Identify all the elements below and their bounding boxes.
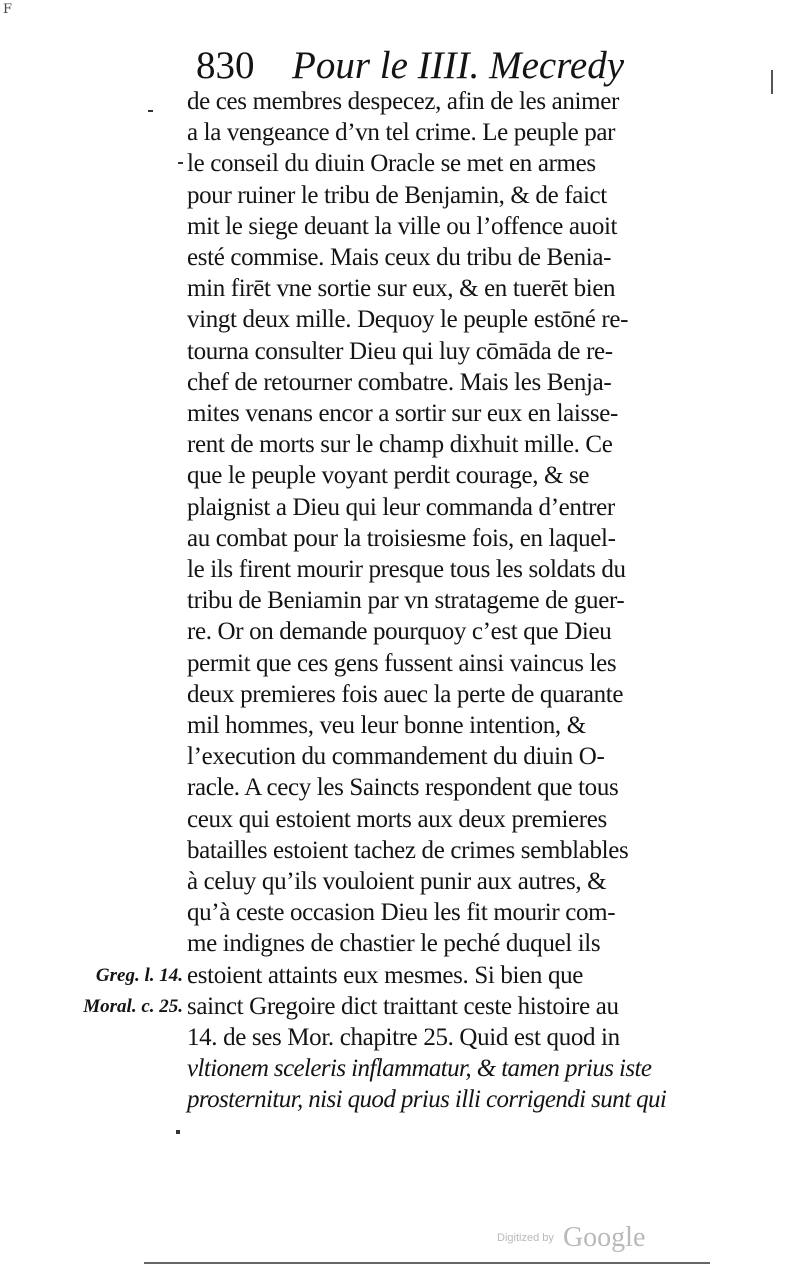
ink-speck xyxy=(148,110,153,112)
text-line: à celuy qu’ils vouloient punir aux autres, & xyxy=(187,868,607,895)
text-line: ceux qui estoient morts aux deux premieres xyxy=(187,805,607,833)
google-logo: Google xyxy=(562,1222,646,1253)
text-line: au combat pour la troisiesme fois, en laquel- xyxy=(187,524,616,552)
text-line: plaignist a Dieu qui leur commanda d’entrer xyxy=(187,493,615,521)
text-line: batailles estoient tachez de crimes semblables xyxy=(187,836,629,864)
page-number: 830 xyxy=(196,44,255,87)
text-line: l’execution du commandement du diuin O- xyxy=(187,743,605,771)
digitized-watermark xyxy=(497,1222,645,1256)
text-line: esté commise. Mais ceux du tribu de Benia- xyxy=(187,244,612,271)
text-line: pour ruiner le tribu de Benjamin, & de faict xyxy=(187,181,607,209)
margin-note: Greg. l. 14. xyxy=(95,964,183,986)
text-line: chef de retourner combatre. Mais les Benja- xyxy=(187,368,612,396)
digitized-by-text: Digitized by xyxy=(497,1232,554,1244)
page-header xyxy=(196,44,696,88)
text-line: tribu de Beniamin par vn stratageme de guer- xyxy=(187,587,625,615)
text-line: de ces membres despecez, afin de les animer xyxy=(187,88,619,115)
ink-speck xyxy=(176,1130,180,1134)
text-line: que le peuple voyant perdit courage, & se xyxy=(187,462,590,490)
text-line: me indignes de chastier le peché duquel ils xyxy=(187,930,601,958)
text-line: sainct Gregoire dict traittant ceste histoire au xyxy=(187,992,619,1020)
bottom-rule xyxy=(144,1262,710,1264)
text-line: qu’à ceste occasion Dieu les fit mourir com- xyxy=(187,899,616,927)
corner-mark: F xyxy=(3,2,13,17)
text-line: mit le siege deuant la ville ou l’offence auoit xyxy=(187,212,618,240)
text-line: racle. A cecy les Saincts respondent que tous xyxy=(187,774,619,802)
text-line: vingt deux mille. Dequoy le peuple estōné re- xyxy=(187,306,629,334)
text-line: a la vengeance d’vn tel crime. Le peuple par xyxy=(187,119,616,147)
text-line: rent de morts sur le champ dixhuit mille. Ce xyxy=(187,431,613,459)
text-line: mil hommes, veu leur bonne intention, & xyxy=(187,712,586,739)
ink-speck xyxy=(178,162,183,164)
margin-rule-mark xyxy=(771,70,773,94)
text-line: vltionem sceleris inflammatur, & tamen prius iste xyxy=(187,1055,652,1083)
text-line: 14. de ses Mor. chapitre 25. Quid est quod in xyxy=(187,1024,620,1051)
text-line: tourna consulter Dieu qui luy cōmāda de re- xyxy=(187,337,613,365)
text-line: mites venans encor a sortir sur eux en laisse- xyxy=(187,400,618,427)
text-line: le conseil du diuin Oracle se met en armes xyxy=(187,150,596,178)
text-line: estoient attaints eux mesmes. Si bien que xyxy=(187,961,583,989)
text-line: permit que ces gens fussent ainsi vaincus les xyxy=(187,649,617,677)
text-line: min firēt vne sortie sur eux, & en tuerēt bien xyxy=(187,275,616,303)
text-line: le ils firent mourir presque tous les soldats du xyxy=(187,556,626,583)
text-line: deux premieres fois auec la perte de quarante xyxy=(187,680,624,708)
text-line: prosternitur, nisi quod prius illi corrigendi sunt qui xyxy=(187,1086,667,1114)
margin-note: Moral. c. 25. xyxy=(83,995,183,1017)
running-title: Pour le IIII. Mecredy xyxy=(292,44,625,87)
text-line: re. Or on demande pourquoy c’est que Dieu xyxy=(187,618,612,646)
